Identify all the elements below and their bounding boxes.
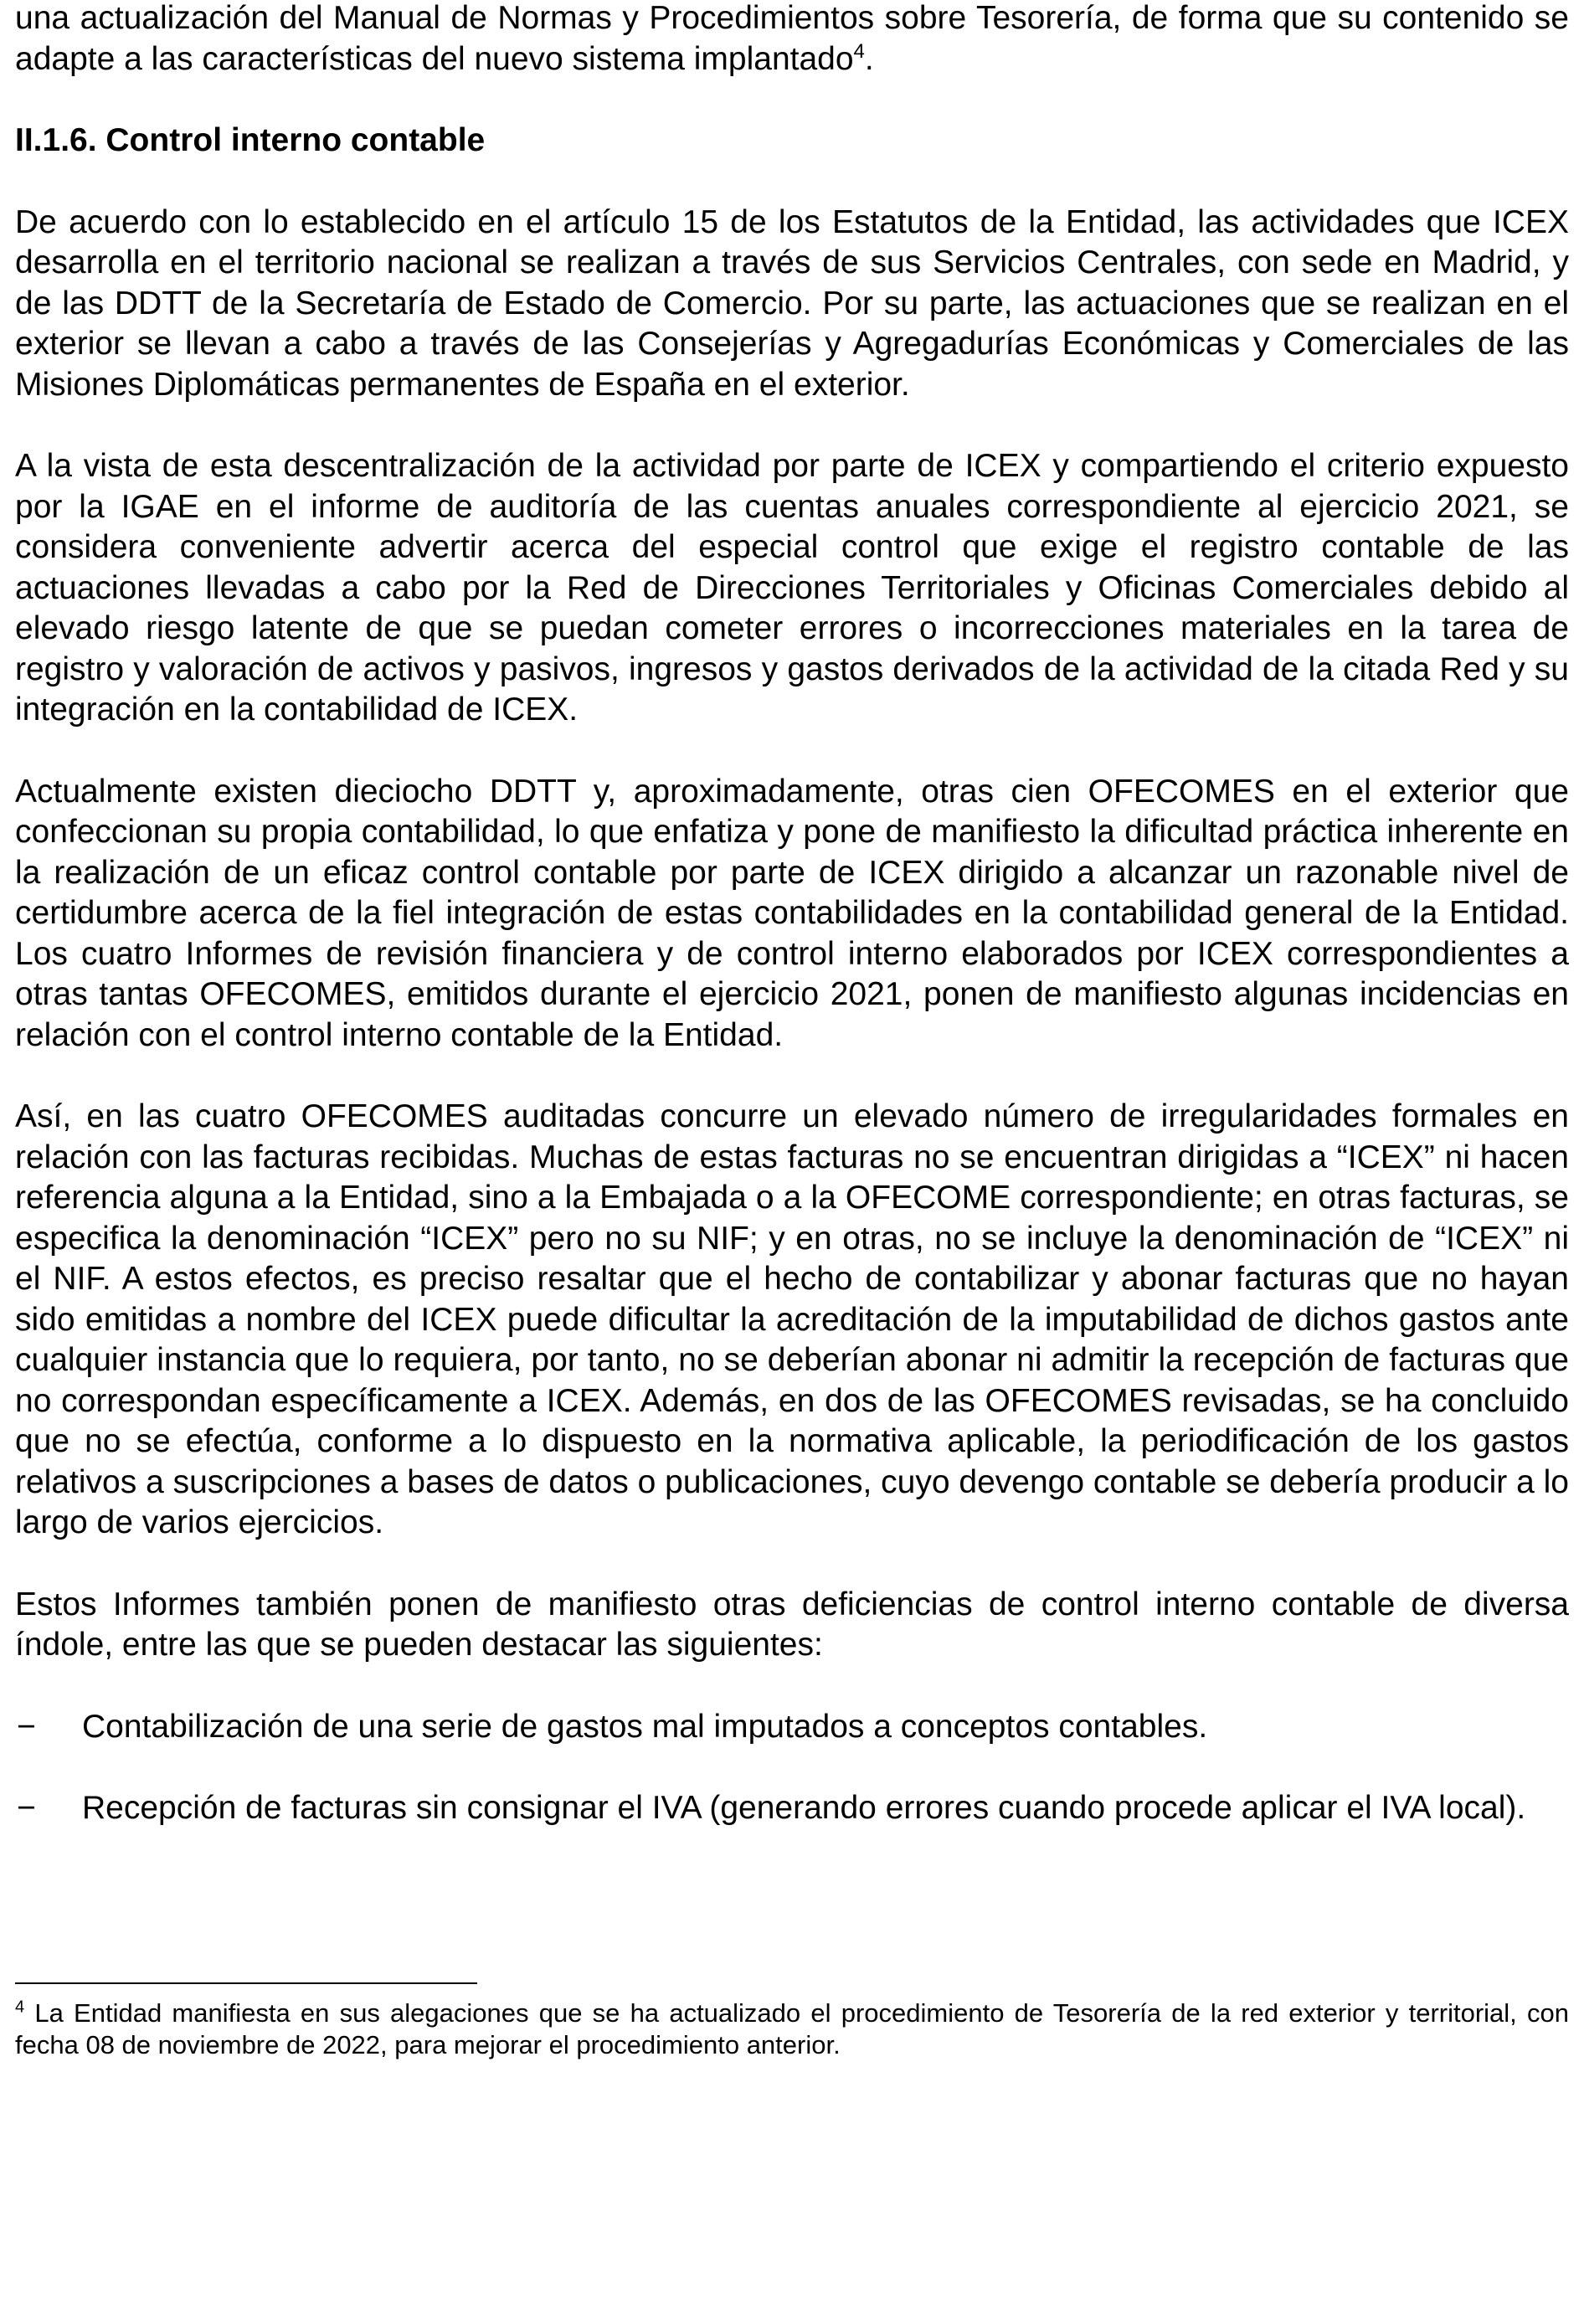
- paragraph-1: De acuerdo con lo establecido en el artículo 15 de los Estatutos de la Entidad, las actividades que ICEX desarrolla en el territorio nacional se realizan a través de sus Servicios Centrales, con sede en Madrid, y de las DDTT de la Secretaría de Estado de Comercio. Por su parte, las actuaciones que se realizan en el exterior se llevan a cabo a través de las Consejerías y Agregadurías Económicas y Comerciales de las Misiones Diplomáticas permanentes de España en el exterior.: [15, 203, 1569, 403]
- paragraph-3: Actualmente existen dieciocho DDTT y, aproximadamente, otras cien OFECOMES en el exterior que confeccionan su propia contabilidad, lo que enfatiza y pone de manifiesto la dificultad práctica inherente en la realización de un eficaz control contable por parte de ICEX dirigido a alcanzar un razonable nivel de certidumbre acerca de la fiel integración de estas contabilidades en la contabilidad general de la Entidad. Los cuatro Informes de revisión financiera y de control interno elaborados por ICEX correspondientes a otras tantas OFECOMES, emitidos durante el ejercicio 2021, ponen de manifiesto algunas incidencias en relación con el control interno contable de la Entidad.: [15, 773, 1569, 1053]
- section-heading: II.1.6. Control interno contable: [15, 122, 486, 158]
- list-item-text: Contabilización de una serie de gastos mal imputados a conceptos contables.: [82, 1708, 1208, 1745]
- paragraph-5: Estos Informes también ponen de manifiesto otras deficiencias de control interno contable de diversa índole, entre las que se pueden destacar las siguientes:: [15, 1586, 1569, 1663]
- document-page: [15, 0, 1569, 1829]
- list-item: [15, 1707, 1569, 1748]
- footnote-text: La Entidad manifiesta en sus alegaciones que se ha actualizado el procedimiento de Tesorería de la red exterior y territorial, con fecha 08 de noviembre de 2022, para mejorar el procedimiento anterior.: [15, 1998, 1569, 2059]
- list-item-text: Recepción de facturas sin consignar el IVA (generando errores cuando procede aplicar el IVA local).: [82, 1790, 1526, 1826]
- footnote-number: 4: [15, 1998, 25, 2017]
- intro-paragraph: [15, 0, 1569, 80]
- footnote: [15, 1998, 1569, 2061]
- list-item: [15, 1788, 1569, 1829]
- intro-text: una actualización del Manual de Normas y Procedimientos sobre Tesorería, de forma que su contenido se adapte a las características del nuevo sistema implantado: [15, 0, 1569, 77]
- intro-text-end: .: [864, 40, 874, 77]
- bullet-marker: −: [17, 1790, 36, 1826]
- bullet-marker: −: [17, 1708, 36, 1745]
- footnote-separator: [15, 1982, 477, 1984]
- footnote-reference[interactable]: 4: [853, 39, 865, 63]
- paragraph-2: A la vista de esta descentralización de la actividad por parte de ICEX y compartiendo el criterio expuesto por la IGAE en el informe de auditoría de las cuentas anuales correspondiente al ejercicio 2021, se considera conveniente advertir acerca del especial control que exige el registro contable de las actuaciones llevadas a cabo por la Red de Direcciones Territoriales y Oficinas Comerciales debido al elevado riesgo latente de que se puedan cometer errores o incorrecciones materiales en la tarea de registro y valoración de activos y pasivos, ingresos y gastos derivados de la actividad de la citada Red y su integración en la contabilidad de ICEX.: [15, 448, 1569, 728]
- paragraph-4: Así, en las cuatro OFECOMES auditadas concurre un elevado número de irregularidades formales en relación con las facturas recibidas. Muchas de estas facturas no se encuentran dirigidas a “ICEX” ni hacen referencia alguna a la Entidad, sino a la Embajada o a la OFECOME correspondiente; en otras facturas, se especifica la denominación “ICEX” pero no su NIF; y en otras, no se incluye la denominación de “ICEX” ni el NIF. A estos efectos, es preciso resaltar que el hecho de contabilizar y abonar facturas que no hayan sido emitidas a nombre del ICEX puede dificultar la acreditación de la imputabilidad de dichos gastos ante cualquier instancia que lo requiera, por tanto, no se deberían abonar ni admitir la recepción de facturas que no correspondan específicamente a ICEX. Además, en dos de las OFECOMES revisadas, se ha concluido que no se efectúa, conforme a lo dispuesto en la normativa aplicable, la periodificación de los gastos relativos a suscripciones a bases de datos o publicaciones, cuyo devengo contable se debería producir a lo largo de varios ejercicios.: [15, 1098, 1569, 1540]
